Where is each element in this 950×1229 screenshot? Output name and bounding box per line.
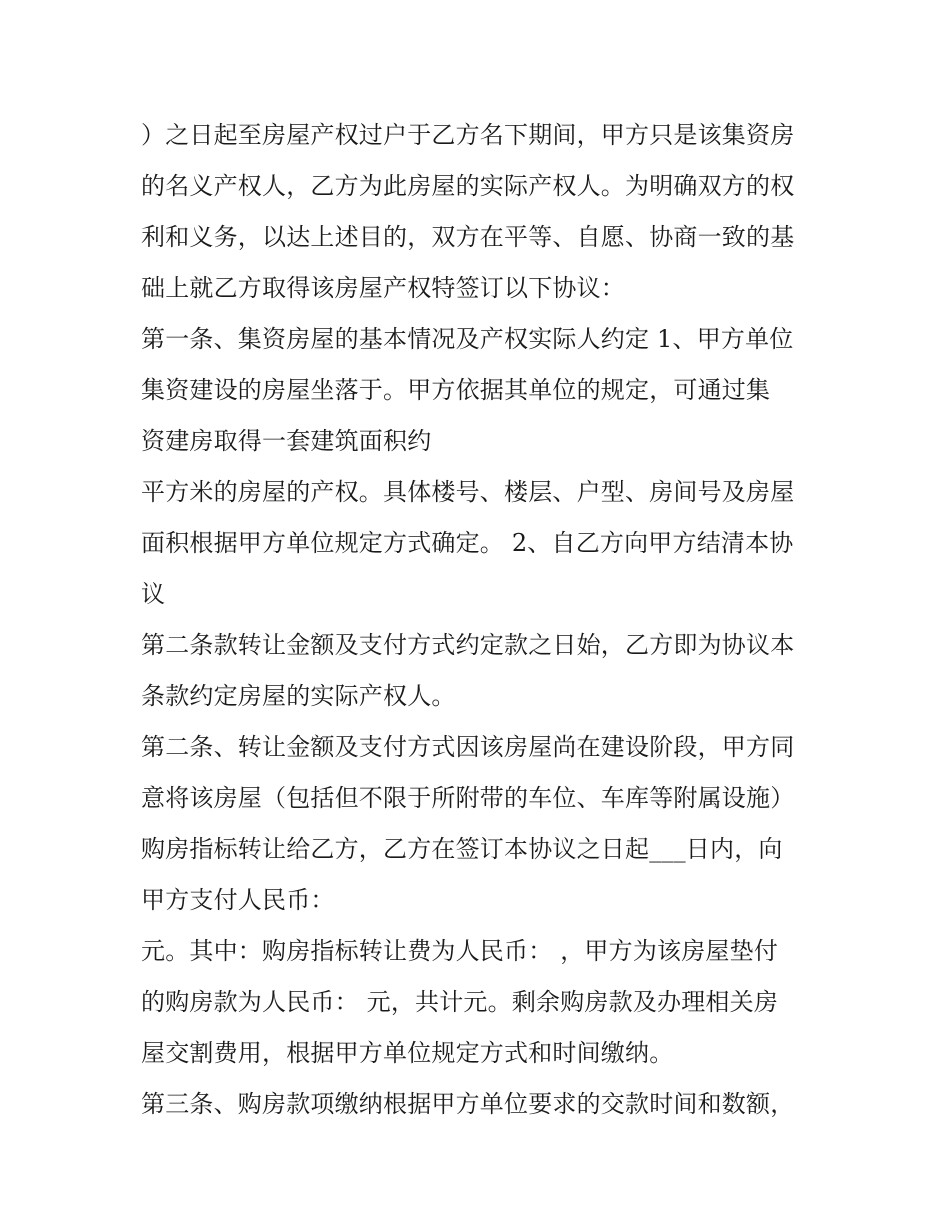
text-line: 集资建设的房屋坐落于。甲方依据其单位的规定，可通过集: [141, 376, 771, 404]
text-line: 意将该房屋（包括但不限于所附带的车位、车库等附属设施）: [141, 784, 795, 812]
text-line: 平方米的房屋的产权。具体楼号、楼层、户型、房间号及房屋: [141, 478, 795, 506]
text-line: 甲方支付人民币：: [141, 886, 335, 914]
document-body: [141, 110, 813, 1130]
article-3-line: 第三条、购房款项缴纳根据甲方单位要求的交款时间和数额，: [141, 1090, 795, 1118]
text-line: 屋交割费用，根据甲方单位规定方式和时间缴纳。: [141, 1039, 674, 1067]
text-line: 元。其中：购房指标转让费为人民币： ，甲方为该房屋垫付: [141, 937, 779, 965]
text-line: 利和义务，以达上述目的，双方在平等、自愿、协商一致的基: [141, 223, 795, 251]
text-line: 的购房款为人民币： 元，共计元。剩余购房款及办理相关房: [141, 988, 779, 1016]
text-line: 础上就乙方取得该房屋产权特签订以下协议：: [141, 274, 625, 302]
text-line: 条款约定房屋的实际产权人。: [141, 682, 456, 710]
text-line: 的名义产权人，乙方为此房屋的实际产权人。为明确双方的权: [141, 172, 795, 200]
text-line: ）之日起至房屋产权过户于乙方名下期间，甲方只是该集资房: [141, 121, 795, 149]
article-1-line: 第一条、集资房屋的基本情况及产权实际人约定 1、甲方单位: [141, 325, 794, 353]
text-line: 面积根据甲方单位规定方式确定。 2、自乙方向甲方结清本协: [141, 529, 794, 557]
text-line: 议: [141, 580, 166, 608]
text-line: 资建房取得一套建筑面积约: [141, 427, 432, 455]
text-line: 购房指标转让给乙方，乙方在签订本协议之日起___日内，向: [141, 835, 783, 863]
article-2-line: 第二条、转让金额及支付方式因该房屋尚在建设阶段，甲方同: [141, 733, 795, 761]
article-2-clause-line: 第二条款转让金额及支付方式约定款之日始，乙方即为协议本: [141, 631, 795, 659]
